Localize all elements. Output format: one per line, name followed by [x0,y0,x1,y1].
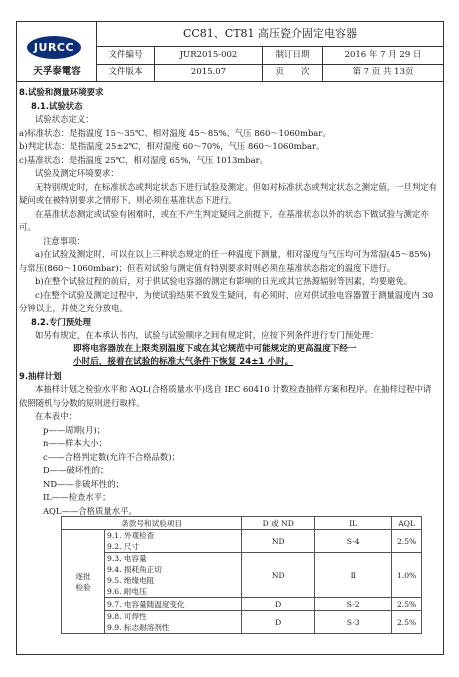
sampling-table [61,516,422,634]
emphasis-line: 小时后，接着在试验的标准大气条件下恢复 24±1 小时。 [73,357,294,367]
table-header: 条款号和试验项目 [62,517,242,530]
table-cell-items [105,530,242,553]
table-cell: S-4 [315,530,392,553]
table-row [62,553,422,598]
definition-item: D——破坏性的； [43,465,109,475]
text-line: 注意事项： [43,235,85,246]
text-line: c)基准状态：是指温度 25℃，相对湿度 65%，气压 1013mbar。 [19,154,268,165]
date-label: 制订日期 [263,47,323,64]
test-item: 9.4. 损耗角正切 [107,565,162,574]
group-label: 逐批 检验 [62,530,105,634]
paragraph: b)在整个试验过程的前后，对于供试验电容器的测定有影响的日光或其它热源辐射等因素，均要避免。 [35,276,413,286]
paragraph: a)在试验及测定时，可以在以上三种状态规定的任一种温度下测量，相对湿度与气压均可为常湿(45～85%)与常压(860～1060mbar)；但若对试验与测定值有特别要求时则必须在基准状态指定的温度下进行。 [19,249,431,273]
table-row [62,530,422,553]
table-cell: Ⅱ [315,553,392,598]
paragraph: 无特别规定时，在标准状态或判定状态下进行试验及测定。但如对标准状态或判定状态之测定值，一旦判定有疑问或在被特别要求之情形下，则必须在基准状态下进行。 [19,181,437,205]
page-label: 页 次 [263,64,323,81]
table-cell: 2.5% [392,611,422,634]
section-8-title: 8.试验和测量环境要求 [19,87,104,97]
test-item: 9.7. 电容量随温度变化 [107,599,185,609]
table-cell: 2.5% [392,598,422,611]
table-cell-items [105,553,242,598]
definition-item: c——合格判定数(允许不合格品数)； [43,451,180,462]
text-line: 试验状态定义： [35,114,94,124]
paragraph: 本抽样计划之检验水平和 AQL(合格质量水平)选自 IEC 60410 计数检查抽样方案和程序。在抽样过程中请依照随机与分数的原则进行取样。 [19,384,432,408]
text-line: 试验及测定环境要求： [35,168,119,178]
paragraph: 如另有规定，在本承认书内，试验与试验顺序之间有规定时，应按下列条件进行专门预处理： [35,330,379,340]
table-cell: ND [242,553,315,598]
text-line: 在本表中： [35,411,77,421]
doc-version-value: 2015.07 [155,64,263,81]
text-line: a)标准状态：是指温度 15～35℃、相对温度 45～85%、气压 860～1060mbar。 [19,127,331,138]
definition-item: n——样本大小； [43,438,108,448]
test-item: 9.8. 可焊性 [107,612,147,621]
document-title: CC81、CT81 高压瓷介固定电容器 [97,22,443,47]
table-cell-items [105,598,242,611]
header-row-2 [97,64,443,81]
text-line: b)判定状态：是指温度 25±2℃，相对湿度 60～70%，气压 860～1060mbar。 [19,141,325,151]
definition-item: IL——检查水平； [43,492,111,502]
section-8-2-title: 8.2.专门预处理 [31,316,91,327]
paragraph: c)在整个试验及测定过程中，为使试验结果不致发生疑问，有必须时，应对供试验电容器置于测量温度内 30 分钟以上，并使之充分放电。 [19,289,434,313]
table-row [62,598,422,611]
document-page [16,21,444,655]
table-header-row [62,517,422,530]
test-item: 9.3. 电容量 [107,554,147,563]
section-9-title: 9.抽样计划 [19,370,62,381]
table-cell: D [242,598,315,611]
emphasis-line: 即将电容器放在上限类别温度下或在其它规范中可能规定的更高温度下经一 [73,343,357,354]
company-logo [17,22,97,81]
definition-item: AQL——合格质量水平。 [43,505,137,516]
logo-badge: JURCC [27,36,81,59]
table-cell: 2.5% [392,530,422,553]
document-header [17,22,443,82]
table-cell: ND [242,530,315,553]
page-value: 第 7 页 共 13页 [352,67,414,77]
table-cell: 1.0% [392,553,422,598]
table-cell: S-3 [315,611,392,634]
table-row [62,611,422,634]
test-item: 9.5. 绝缘电阻 [107,576,155,585]
test-item: 9.1. 外观检查 [107,531,155,540]
table-cell: D [242,611,315,634]
table-cell: S-2 [315,598,392,611]
date-value: 2016 年 7 月 29 日 [344,50,422,60]
table-header: AQL [392,517,422,530]
paragraph: 在基准状态测定或试验有困难时，或在不产生判定疑问之前提下，在基准状态以外的状态下做试验与测定亦可。 [19,208,429,232]
definition-item: ND——非破坏性的； [43,478,125,489]
company-name: 天孚泰電容 [33,66,81,77]
test-item: 9.9. 标志耐溶剂性 [107,623,170,632]
test-item: 9.2. 尺寸 [107,542,140,551]
table-cell-items [105,611,242,634]
document-body [19,86,439,518]
section-8-1-title: 8.1.试验状态 [31,100,83,111]
doc-number-value: JUR2015-002 [155,47,263,64]
definition-item: p——周期(月)； [43,424,106,435]
table-header: D 或 ND [242,517,315,530]
table-header: IL [315,517,392,530]
doc-version-label: 文件版本 [97,64,155,81]
doc-number-label: 文件编号 [97,47,155,64]
header-row-1 [97,47,443,65]
test-item: 9.6. 耐电压 [107,587,147,596]
